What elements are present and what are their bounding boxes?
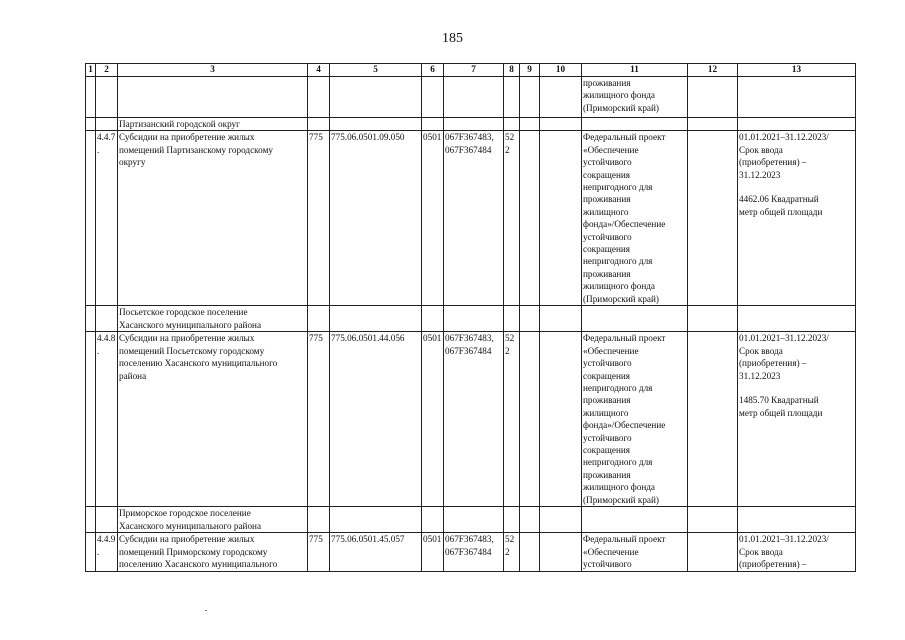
table-cell-col-9 (520, 533, 540, 571)
table-cell-col-4: 775 (308, 533, 330, 571)
table-cell-col-4 (308, 118, 330, 131)
table-row (86, 131, 856, 306)
table-row (86, 332, 856, 507)
header-cell-2: 2 (96, 64, 118, 77)
table-cell-col-12 (688, 131, 738, 306)
table-cell-col-3: Посьетское городское поселение Хасанского муниципального района (118, 306, 308, 332)
table-cell-col-5: 775.06.0501.09.050 (330, 131, 422, 306)
table-cell-col-3 (118, 77, 308, 118)
table-cell-col-8 (504, 507, 520, 533)
table-cell-col-3: Субсидии на приобретение жилых помещений Приморскому городскому поселению Хасанского муниципального (118, 533, 308, 571)
header-cell-10: 10 (540, 64, 582, 77)
table-cell-col-3: Партизанский городской округ (118, 118, 308, 131)
table-cell-col-3: Субсидии на приобретение жилых помещений Посьетскому городскому поселению Хасанского муниципального района (118, 332, 308, 507)
table-cell-col-1 (86, 306, 96, 332)
table-cell-col-13 (738, 77, 856, 118)
table-cell-col-13: 01.01.2021–31.12.2023/ Срок ввода (приобретения) – 31.12.2023 1485.70 Квадратный метр общей площади (738, 332, 856, 507)
table-cell-col-1 (86, 77, 96, 118)
table-cell-col-12 (688, 533, 738, 571)
header-cell-4: 4 (308, 64, 330, 77)
header-cell-1: 1 (86, 64, 96, 77)
table-cell-col-2: 4.4.9. (96, 533, 118, 571)
table-cell-col-8 (504, 306, 520, 332)
table-cell-col-6: 0501 (422, 131, 444, 306)
table-cell-col-13 (738, 118, 856, 131)
table-cell-col-10 (540, 332, 582, 507)
table-cell-col-11 (582, 118, 688, 131)
table-cell-col-10 (540, 533, 582, 571)
table-cell-col-11 (582, 306, 688, 332)
table-cell-col-10 (540, 77, 582, 118)
table-cell-col-11: Федеральный проект «Обеспечение устойчивого сокращения непригодного для проживания жилищного фонда»/Обеспечение устойчивого сокращения непригодного для проживания жилищного фонда (Приморский край) (582, 332, 688, 507)
header-cell-8: 8 (504, 64, 520, 77)
table-cell-col-4 (308, 507, 330, 533)
table-cell-col-6 (422, 306, 444, 332)
table-cell-col-5 (330, 306, 422, 332)
table-cell-col-13 (738, 306, 856, 332)
header-cell-13: 13 (738, 64, 856, 77)
table-cell-col-13 (738, 507, 856, 533)
header-cell-11: 11 (582, 64, 688, 77)
table-cell-col-7 (444, 77, 504, 118)
table-cell-col-10 (540, 507, 582, 533)
table-cell-col-2 (96, 118, 118, 131)
table-cell-col-9 (520, 131, 540, 306)
table-cell-col-9 (520, 306, 540, 332)
table-cell-col-2 (96, 306, 118, 332)
table-cell-col-5: 775.06.0501.45.057 (330, 533, 422, 571)
table-cell-col-6 (422, 507, 444, 533)
group-row (86, 306, 856, 332)
table-cell-col-2 (96, 507, 118, 533)
table-cell-col-12 (688, 306, 738, 332)
table-cell-col-2 (96, 77, 118, 118)
table-cell-col-13: 01.01.2021–31.12.2023/ Срок ввода (приобретения) – 31.12.2023 4462.06 Квадратный метр общей площади (738, 131, 856, 306)
group-row (86, 118, 856, 131)
table-cell-col-1 (86, 507, 96, 533)
table-cell-col-1 (86, 131, 96, 306)
table-cell-col-8: 522 (504, 131, 520, 306)
table-cell-col-5 (330, 507, 422, 533)
table-cell-col-7 (444, 306, 504, 332)
table-cell-col-7 (444, 507, 504, 533)
table-cell-col-10 (540, 131, 582, 306)
table-cell-col-5: 775.06.0501.44.056 (330, 332, 422, 507)
table-cell-col-1 (86, 533, 96, 571)
table-cell-col-8: 522 (504, 533, 520, 571)
table-cell-col-7 (444, 118, 504, 131)
group-row (86, 507, 856, 533)
header-cell-5: 5 (330, 64, 422, 77)
table-cell-col-12 (688, 507, 738, 533)
table-cell-col-2: 4.4.7. (96, 131, 118, 306)
table-cell-col-7: 067F367483, 067F367484 (444, 533, 504, 571)
page-number: 185 (442, 31, 463, 46)
scan-speck (205, 610, 207, 611)
table-cell-col-9 (520, 118, 540, 131)
table-cell-col-12 (688, 118, 738, 131)
table-body (86, 64, 856, 572)
table-cell-col-5 (330, 118, 422, 131)
program-table (85, 63, 856, 572)
table-cell-col-11: проживания жилищного фонда (Приморский край) (582, 77, 688, 118)
table-cell-col-4 (308, 77, 330, 118)
table-cell-col-13: 01.01.2021–31.12.2023/ Срок ввода (приобретения) – (738, 533, 856, 571)
header-cell-3: 3 (118, 64, 308, 77)
table-cell-col-7: 067F367483, 067F367484 (444, 131, 504, 306)
table-cell-col-11 (582, 507, 688, 533)
table-cell-col-6: 0501 (422, 533, 444, 571)
table-cell-col-4: 775 (308, 131, 330, 306)
table-cell-col-3: Приморское городское поселение Хасанского муниципального района (118, 507, 308, 533)
table-cell-col-9 (520, 332, 540, 507)
table-cell-col-2: 4.4.8. (96, 332, 118, 507)
table-cell-col-6: 0501 (422, 332, 444, 507)
table-cell-col-4: 775 (308, 332, 330, 507)
table-cell-col-10 (540, 118, 582, 131)
header-cell-12: 12 (688, 64, 738, 77)
table-cell-col-3: Субсидии на приобретение жилых помещений Партизанскому городскому округу (118, 131, 308, 306)
table-cell-col-6 (422, 77, 444, 118)
table-row (86, 77, 856, 118)
table-cell-col-7: 067F367483, 067F367484 (444, 332, 504, 507)
header-cell-6: 6 (422, 64, 444, 77)
table-cell-col-4 (308, 306, 330, 332)
table-cell-col-11: Федеральный проект «Обеспечение устойчивого (582, 533, 688, 571)
header-row (86, 64, 856, 77)
table-cell-col-8 (504, 77, 520, 118)
table-cell-col-1 (86, 332, 96, 507)
table-cell-col-8 (504, 118, 520, 131)
header-cell-7: 7 (444, 64, 504, 77)
table-cell-col-12 (688, 332, 738, 507)
table-cell-col-10 (540, 306, 582, 332)
table-row (86, 533, 856, 571)
table-cell-col-12 (688, 77, 738, 118)
table-cell-col-6 (422, 118, 444, 131)
table-cell-col-1 (86, 118, 96, 131)
table-cell-col-9 (520, 77, 540, 118)
table-cell-col-11: Федеральный проект «Обеспечение устойчивого сокращения непригодного для проживания жилищного фонда»/Обеспечение устойчивого сокращения непригодного для проживания жилищного фонда (Приморский край) (582, 131, 688, 306)
table-cell-col-8: 522 (504, 332, 520, 507)
header-cell-9: 9 (520, 64, 540, 77)
table-cell-col-9 (520, 507, 540, 533)
table-cell-col-5 (330, 77, 422, 118)
